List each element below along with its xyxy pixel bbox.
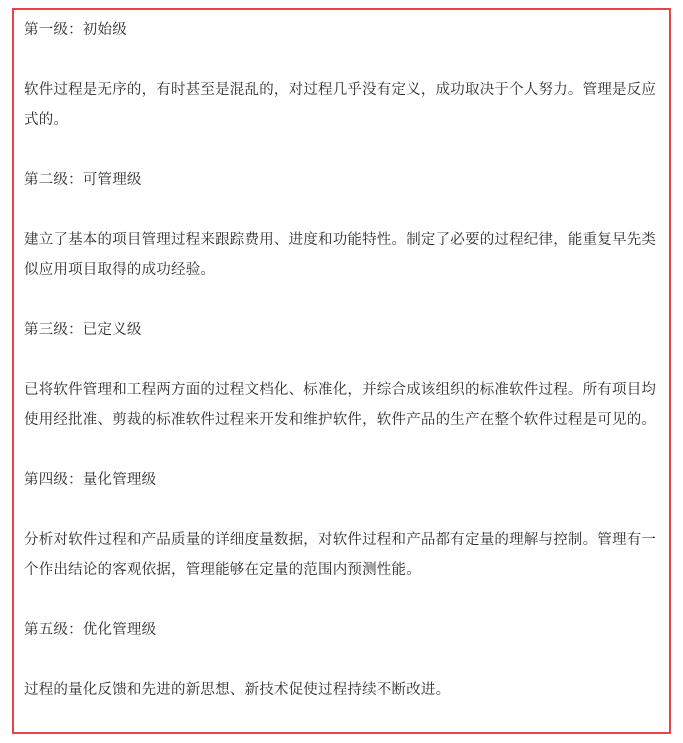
level-5-description: 过程的量化反馈和先进的新思想、新技术促使过程持续不断改进。 [24,682,451,698]
highlight-frame [12,8,671,734]
article-body [24,15,661,705]
level-3-description: 已将软件管理和工程两方面的过程文档化、标准化，并综合成该组织的标准软件过程。所有项目均使用经批准、剪裁的标准软件过程来开发和维护软件，软件产品的生产在整个软件过程是可见的。 [24,382,657,428]
level-1-description: 软件过程是无序的，有时甚至是混乱的，对过程几乎没有定义，成功取决于个人努力。管理是反应式的。 [24,82,657,128]
level-4-description: 分析对软件过程和产品质量的详细度量数据，对软件过程和产品都有定量的理解与控制。管理有一个作出结论的客观依据，管理能够在定量的范围内预测性能。 [24,532,657,578]
level-3-heading: 第三级：已定义级 [24,322,142,338]
level-1-heading: 第一级：初始级 [24,22,127,38]
level-2-heading: 第二级：可管理级 [24,172,142,188]
level-2-description: 建立了基本的项目管理过程来跟踪费用、进度和功能特性。制定了必要的过程纪律，能重复早先类似应用项目取得的成功经验。 [24,232,657,278]
level-4-heading: 第四级：量化管理级 [24,472,157,488]
level-5-heading: 第五级：优化管理级 [24,622,157,638]
